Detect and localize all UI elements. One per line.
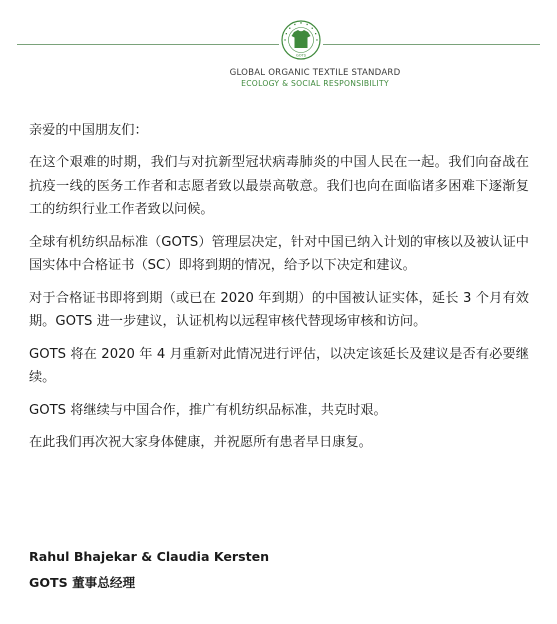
organization-name: GLOBAL ORGANIC TEXTILE STANDARD <box>229 68 401 78</box>
letter-paragraph: 对于合格证书即将到期（或已在 2020 年到期）的中国被认证实体，延长 3 个月有效期。GOTS 进一步建议，认证机构以远程审核代替现场审核和访问。 <box>29 290 529 329</box>
signatory-names: Rahul Bhajekar & Claudia Kersten <box>29 549 270 564</box>
organization-tagline: ECOLOGY & SOCIAL RESPONSIBILITY <box>241 79 389 88</box>
signature-block <box>29 547 529 593</box>
letter-paragraph: 全球有机纺织品标准（GOTS）管理层决定，针对中国已纳入计划的审核以及被认证中国实体中合格证书（SC）即将到期的情况，给予以下决定和建议。 <box>29 234 529 273</box>
signatory-title: GOTS 董事总经理 <box>29 575 136 590</box>
header-divider-right <box>322 44 540 45</box>
letter-greeting: 亲爱的中国朋友们： <box>29 123 148 138</box>
letter-body <box>29 120 529 464</box>
letter-paragraph: GOTS 将继续与中国合作，推广有机纺织品标准，共克时艰。 <box>29 402 387 418</box>
letter-paragraph: 在此我们再次祝大家身体健康，并祝愿所有患者早日康复。 <box>29 435 372 450</box>
letter-paragraph: GOTS 将在 2020 年 4 月重新对此情况进行评估，以决定该延长及建议是否有必要继续。 <box>29 346 529 385</box>
shirt-icon <box>279 18 323 68</box>
logo-mark: GOTS <box>295 53 307 58</box>
gots-logo <box>279 18 323 68</box>
letter-paragraph: 在这个艰难的时期，我们与对抗新型冠状病毒肺炎的中国人民在一起。我们向奋战在抗疫一线的医务工作者和志愿者致以最崇高敬意。我们也向在面临诸多困难下逐渐复工的纺织行业工作者致以问候。 <box>29 155 529 217</box>
header-divider-left <box>17 44 279 45</box>
